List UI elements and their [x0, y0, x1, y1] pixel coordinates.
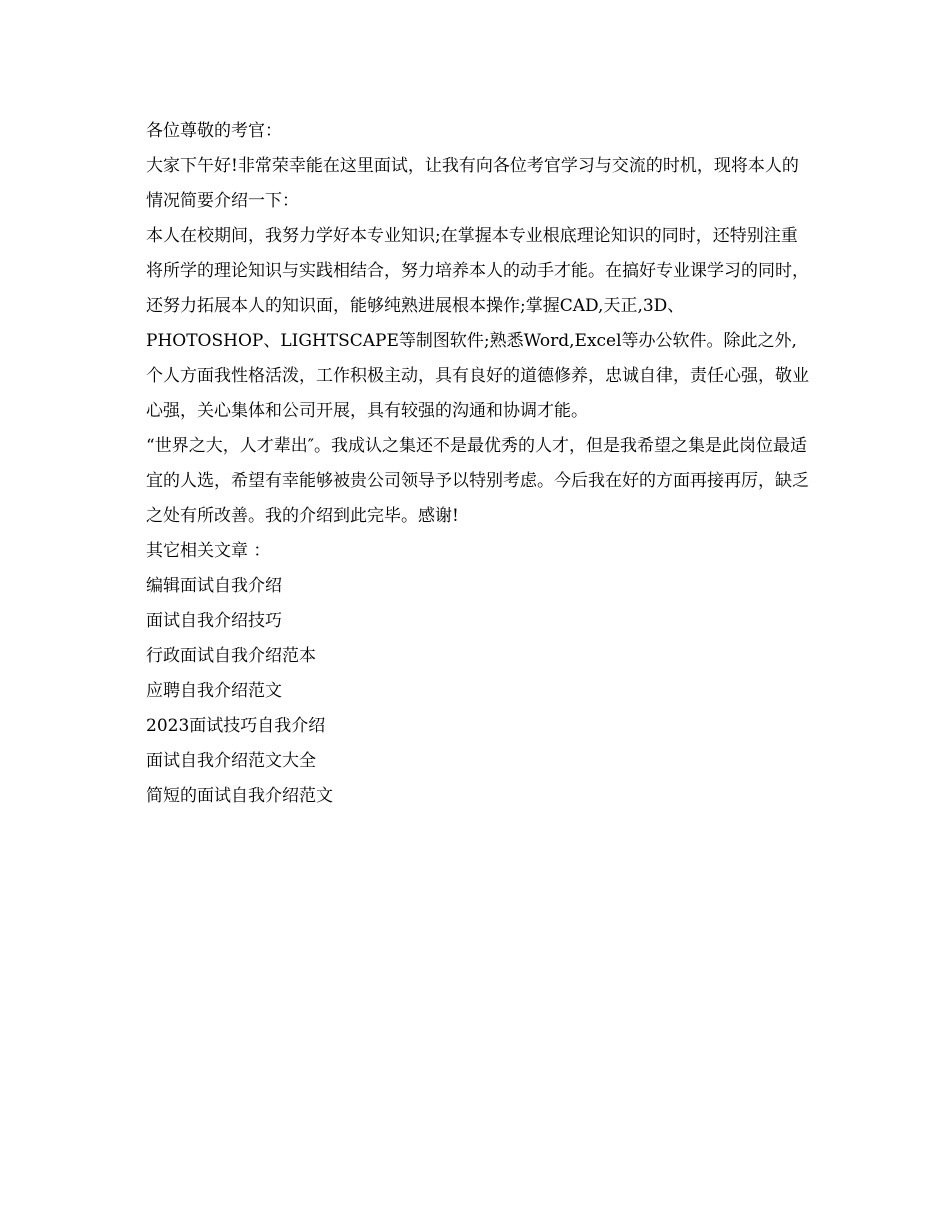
related-article-link[interactable]: 面试自我介绍范文大全: [146, 751, 316, 771]
greeting-paragraph: 大家下午好!非常荣幸能在这里面试，让我有向各位考官学习与交流的时机，现将本人的情况简要介绍一下：: [146, 156, 799, 211]
salutation: 各位尊敬的考官：: [146, 121, 282, 141]
closing-paragraph: “世界之大，人才辈出″。我成认之集还不是最优秀的人才，但是我希望之集是此岗位最适宜的人选，希望有幸能够被贵公司领导予以特别考虑。今后我在好的方面再接再厉，缺乏之处有所改善。我的介绍到此完毕。感谢!: [146, 436, 809, 526]
related-articles-heading: 其它相关文章 ：: [146, 541, 271, 561]
related-article-link[interactable]: 简短的面试自我介绍范文: [146, 786, 333, 806]
related-article-link[interactable]: 2023面试技巧自我介绍: [146, 716, 326, 736]
body-paragraph: 本人在校期间，我努力学好本专业知识;在掌握本专业根底理论知识的同时，还特别注重将所学的理论知识与实践相结合，努力培养本人的动手才能。在搞好专业课学习的同时，还努力拓展本人的知识面，能够纯熟进展根本操作;掌握CAD,天正,3D、PHOTOSHOP、LIGHTSCAPE等制图软件;熟悉Word,Excel等办公软件。除此之外,个人方面我性格活泼，工作积极主动，具有良好的道德修养，忠诚自律，责任心强，敬业心强，关心集体和公司开展，具有较强的沟通和协调才能。: [146, 226, 809, 421]
document-content: [146, 114, 811, 814]
related-article-link[interactable]: 面试自我介绍技巧: [146, 611, 282, 631]
related-article-link[interactable]: 行政面试自我介绍范本: [146, 646, 316, 666]
related-article-link[interactable]: 编辑面试自我介绍: [146, 576, 282, 596]
related-article-link[interactable]: 应聘自我介绍范文: [146, 681, 282, 701]
related-articles-list: [146, 569, 811, 814]
